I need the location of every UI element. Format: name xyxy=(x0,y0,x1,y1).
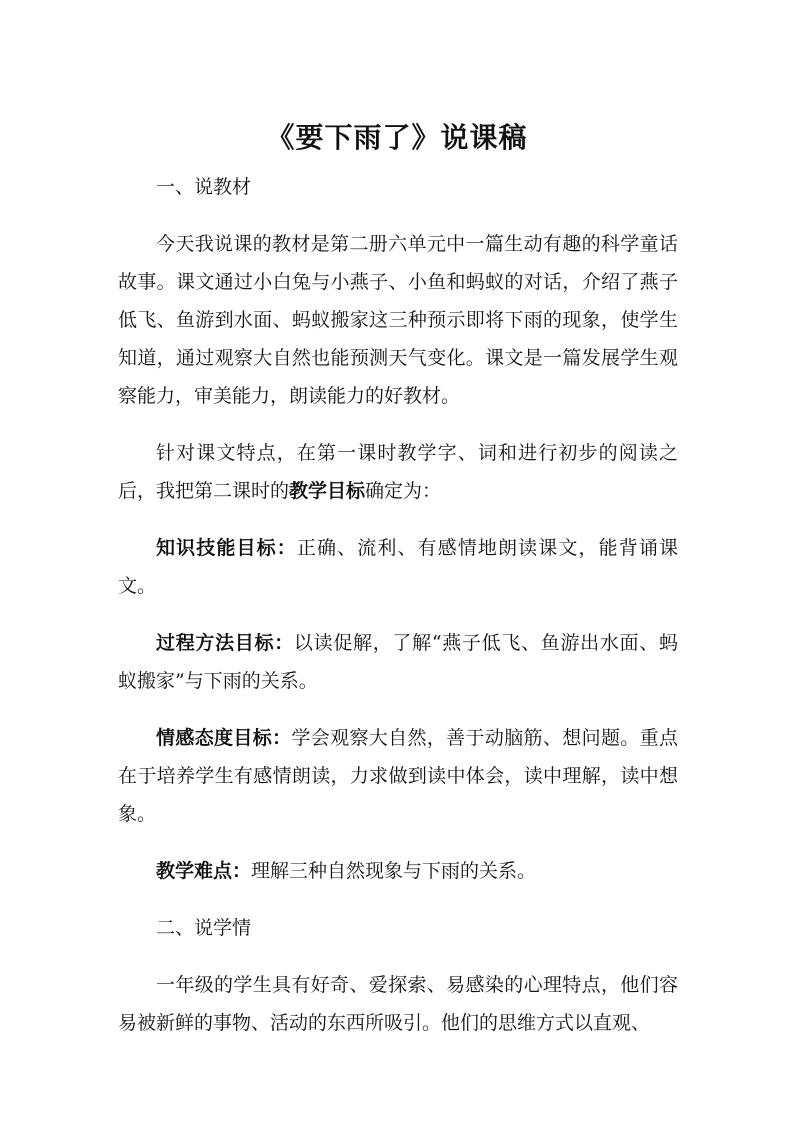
emotion-goal-text: 学会观察大自然，善于动脑筋、想问题。重点在于培养学生有感情朗读，力求做到读中体会，读中理解，读中想象。 xyxy=(118,727,678,825)
page-title: 《要下雨了》说课稿 xyxy=(266,121,528,154)
process-goal-text: 以读促解，了解“燕子低飞、鱼游出水面、蚂蚁搬家”与下雨的关系。 xyxy=(118,632,678,692)
paragraph-process-goal xyxy=(118,624,678,700)
paragraph-teaching-difficulty xyxy=(118,852,678,890)
knowledge-goal-label: 知识技能目标： xyxy=(156,537,297,559)
goals-intro-bold: 教学目标 xyxy=(289,480,366,502)
difficulty-label: 教学难点： xyxy=(156,860,252,882)
document-body xyxy=(118,168,678,1061)
knowledge-goal-text: 正确、流利、有感情地朗读课文，能背诵课文。 xyxy=(118,537,678,597)
paragraph-emotion-goal xyxy=(118,719,678,833)
difficulty-text: 理解三种自然现象与下雨的关系。 xyxy=(251,860,537,882)
process-goal-label: 过程方法目标： xyxy=(156,632,294,654)
goals-intro-text: 针对课文特点，在第一课时教学字、词和进行初步的阅读之后，我把第二课时的 xyxy=(118,442,678,502)
section-heading-students: 二、说学情 xyxy=(156,917,252,939)
emotion-goal-label: 情感态度目标： xyxy=(156,727,292,749)
section-heading-teaching-material: 一、说教材 xyxy=(156,176,252,198)
paragraph-knowledge-goal xyxy=(118,529,678,605)
paragraph-teaching-goals-intro xyxy=(118,434,678,510)
paragraph-material-intro: 今天我说课的教材是第二册六单元中一篇生动有趣的科学童话故事。课文通过小白兔与小燕子、小鱼和蚂蚁的对话，介绍了燕子低飞、鱼游到水面、蚂蚁搬家这三种预示即将下雨的现象，使学生知道，通过观察大自然也能预测天气变化。课文是一篇发展学生观察能力，审美能力，朗读能力的好教材。 xyxy=(118,233,678,407)
goals-intro-end: 确定为： xyxy=(365,480,442,502)
paragraph-students-intro: 一年级的学生具有好奇、爱探索、易感染的心理特点，他们容易被新鲜的事物、活动的东西所吸引。他们的思维方式以直观、 xyxy=(118,974,678,1034)
